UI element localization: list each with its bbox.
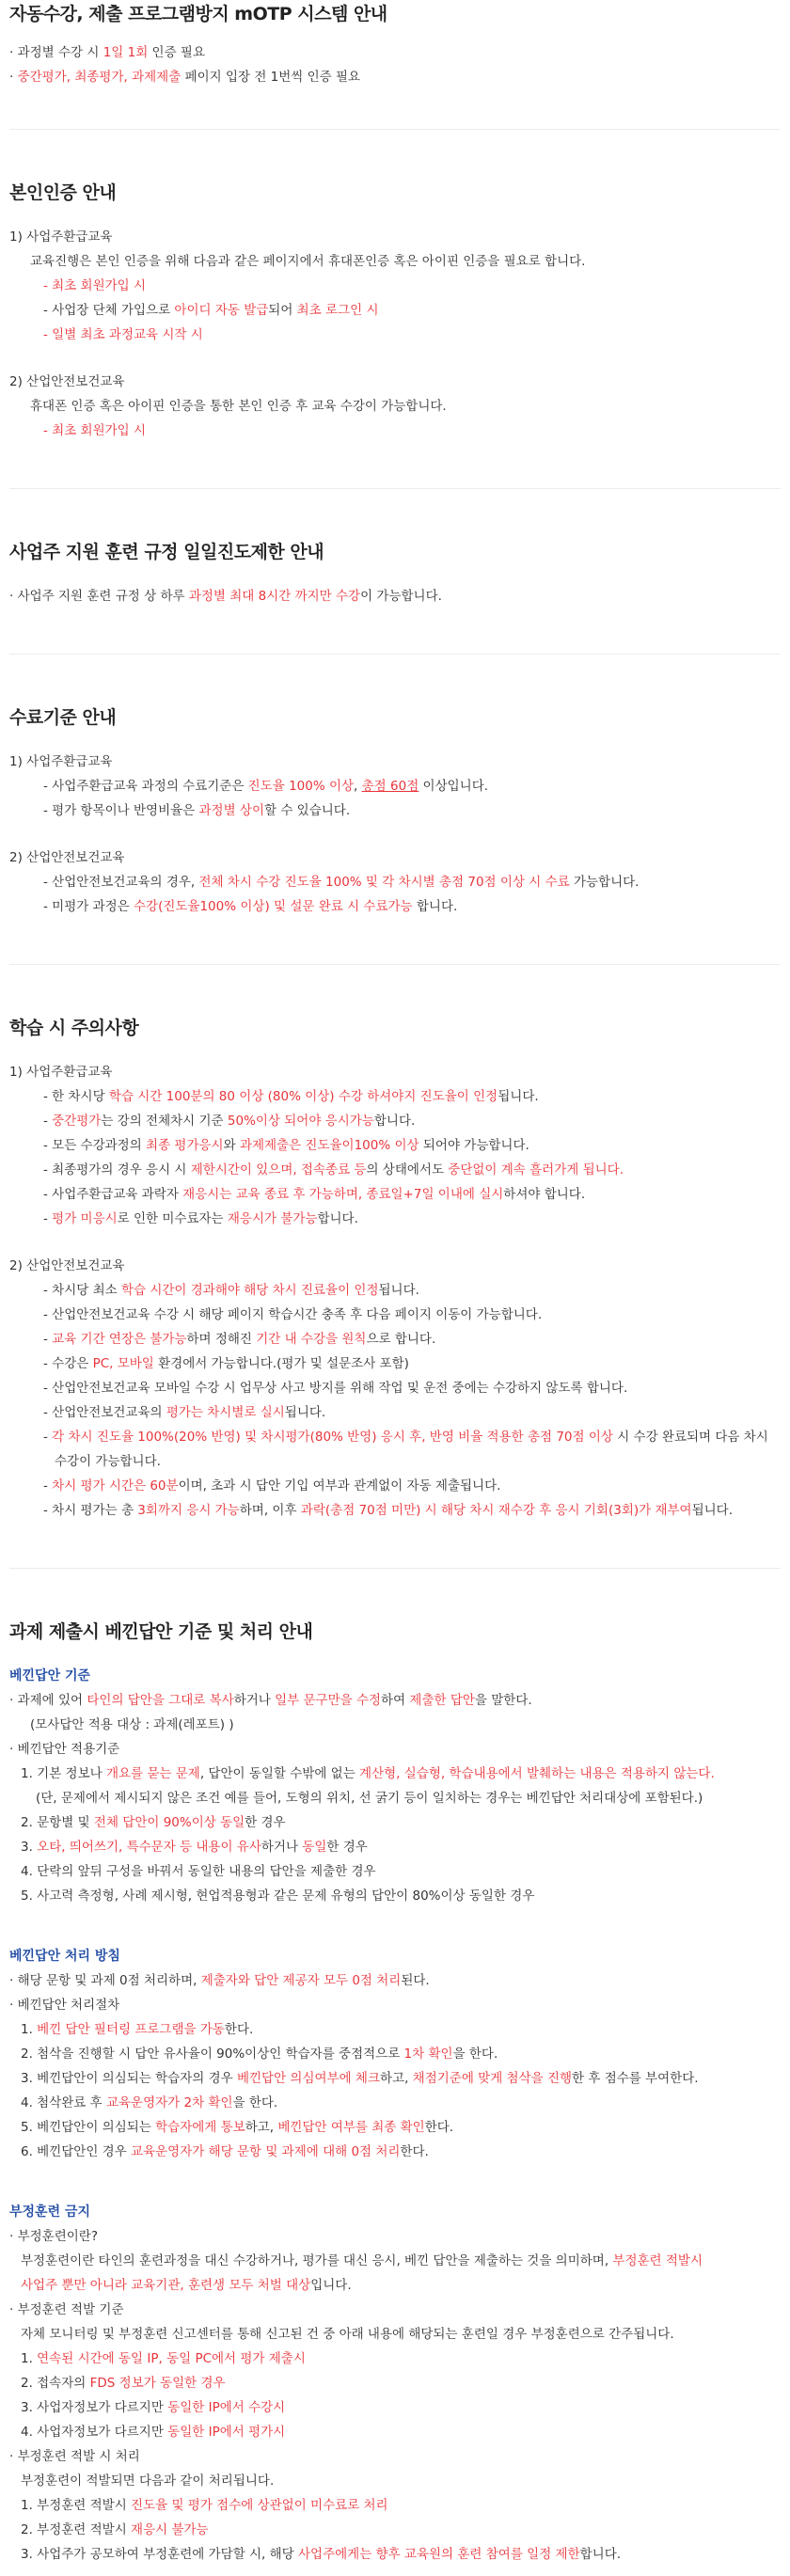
list-item: - 수강은 PC, 모바일 환경에서 가능합니다.(평가 및 설문조사 포함) bbox=[43, 1356, 409, 1371]
list-item: 1. 기본 정보나 개요를 묻는 문제, 답안이 동일할 수밖에 없는 계산형, 실습형, 학습내용에서 발췌하는 내용은 적용하지 않는다. bbox=[21, 1766, 715, 1781]
list-item: 6. 베낀답안인 경우 교육운영자가 해당 문항 및 과제에 대해 0점 처리한다. bbox=[21, 2144, 429, 2159]
list-item: 5. 사고력 측정형, 사례 제시형, 현업적용형과 같은 문제 유형의 답안이 80%이상 동일한 경우 bbox=[21, 1889, 535, 1904]
paragraph: (모사답안 적용 대상 : 과제(레포트) ) bbox=[30, 1717, 234, 1732]
list-item: - 각 차시 진도율 100%(20% 반영) 및 차시평가(80% 반영) 응시 후, 반영 비율 적용한 총점 70점 이상 시 수강 완료되며 다음 차시 bbox=[43, 1430, 768, 1445]
motp-line-2: · 중간평가, 최종평가, 과제제출 페이지 입장 전 1번씩 인증 필요 bbox=[9, 70, 361, 85]
list-item: - 일별 최초 과정교육 시작 시 bbox=[43, 327, 203, 342]
paragraph: · 베낀답안 적용기준 bbox=[9, 1742, 120, 1757]
paragraph: · 사업주 지원 훈련 규정 상 하루 과정별 최대 8시간 까지만 수강이 가능합니다. bbox=[9, 589, 442, 604]
subsection-heading: 1) 사업주환급교육 bbox=[9, 1065, 113, 1080]
list-item: - 평가 미응시로 인한 미수료자는 재응시가 불가능합니다. bbox=[43, 1211, 358, 1226]
section-title: 과제 제출시 베낀답안 기준 및 처리 안내 bbox=[9, 1621, 313, 1642]
subsection-heading: 1) 사업주환급교육 bbox=[9, 229, 113, 245]
section-title: 수료기준 안내 bbox=[9, 707, 117, 728]
list-item: - 최초 회원가입 시 bbox=[43, 423, 147, 438]
subsection-heading: 베낀답안 처리 방침 bbox=[9, 1949, 120, 1964]
paragraph: · 해당 문항 및 과제 0점 처리하며, 제출자와 답안 제공자 모두 0점 처리된다. bbox=[9, 1973, 430, 1988]
section-title: 사업주 지원 훈련 규정 일일진도제한 안내 bbox=[9, 542, 324, 562]
section-learning-precautions bbox=[9, 965, 781, 1569]
list-item: - 산업안전보건교육 모바일 수강 시 업무상 사고 방지를 위해 작업 및 운전 중에는 수강하지 않도록 합니다. bbox=[43, 1381, 628, 1396]
subsection-heading: 2) 산업안전보건교육 bbox=[9, 1258, 125, 1273]
section-motp bbox=[9, 0, 781, 130]
list-item: - 산업안전보건교육의 경우, 전체 차시 수강 진도율 100% 및 각 차시별 총점 70점 이상 시 수료 가능합니다. bbox=[43, 875, 640, 890]
list-item: - 산업안전보건교육 수강 시 해당 페이지 학습시간 충족 후 다음 페이지 이동이 가능합니다. bbox=[43, 1307, 543, 1322]
paragraph: · 부정훈련이란? bbox=[9, 2229, 98, 2244]
list-item: 4. 사업자정보가 다르지만 동일한 IP에서 평가시 bbox=[21, 2425, 286, 2440]
paragraph: · 과제에 있어 타인의 답안을 그대로 복사하거나 일부 문구만을 수정하여 제출한 답안을 말한다. bbox=[9, 1693, 532, 1708]
subsection-heading: 2) 산업안전보건교육 bbox=[9, 374, 125, 389]
list-item: 1. 부정훈련 적발시 진도율 및 평가 점수에 상관없이 미수료로 처리 bbox=[21, 2498, 388, 2513]
section-completion-criteria bbox=[9, 655, 781, 965]
list-item: - 사업주환급교육 과정의 수료기준은 진도율 100% 이상, 총점 60점 이상입니다. bbox=[43, 779, 489, 794]
list-item: - 한 차시당 학습 시간 100분의 80 이상 (80% 이상) 수강 하셔야지 진도율이 인정됩니다. bbox=[43, 1089, 539, 1104]
list-item: - 사업장 단체 가입으로 아이디 자동 발급되어 최초 로그인 시 bbox=[43, 303, 379, 318]
paragraph: 자체 모니터링 및 부정훈련 신고센터를 통해 신고된 건 중 아래 내용에 해당되는 훈련일 경우 부정훈련으로 간주됩니다. bbox=[21, 2327, 674, 2342]
list-item: - 사업주환급교육 과락자 재응시는 교육 종료 후 가능하며, 종료일+7일 이내에 실시하셔야 합니다. bbox=[43, 1187, 586, 1202]
list-item: 4. 단락의 앞뒤 구성을 바꿔서 동일한 내용의 답안을 제출한 경우 bbox=[21, 1864, 376, 1879]
list-item: 1. 베낀 답안 필터링 프로그램을 가동한다. bbox=[21, 2022, 254, 2037]
list-item: 2. 부정훈련 적발시 재응시 불가능 bbox=[21, 2522, 209, 2537]
subsection-heading: 부정훈련 금지 bbox=[9, 2205, 91, 2220]
list-item: - 교육 기간 연장은 불가능하며 정해진 기간 내 수강을 원칙으로 합니다. bbox=[43, 1332, 436, 1347]
list-item: - 차시 평가 시간은 60분이며, 초과 시 답안 기입 여부과 관계없이 자동 제출됩니다. bbox=[43, 1478, 501, 1493]
list-item: 3. 사업주가 공모하여 부정훈련에 가담할 시, 해당 사업주에게는 향후 교육원의 훈련 참여를 일정 제한합니다. bbox=[21, 2547, 622, 2562]
section-title: 본인인증 안내 bbox=[9, 182, 117, 203]
paragraph: 부정훈련이란 타인의 훈련과정을 대신 수강하거나, 평가를 대신 응시, 베낀 답안을 제출하는 것을 의미하며, 부정훈련 적발시 bbox=[21, 2253, 703, 2268]
paragraph: · 부정훈련 적발 기준 bbox=[9, 2302, 124, 2317]
list-item: 2. 접속자의 FDS 정보가 동일한 경우 bbox=[21, 2376, 226, 2391]
list-item: 2. 첨삭을 진행할 시 답안 유사율이 90%이상인 학습자를 중점적으로 1차 확인을 한다. bbox=[21, 2047, 498, 2062]
paragraph: · 부정훈련 적발 시 처리 bbox=[9, 2449, 140, 2464]
list-item: - 산업안전보건교육의 평가는 차시별로 실시됩니다. bbox=[43, 1405, 326, 1420]
list-item: 3. 오타, 띄어쓰기, 특수문자 등 내용이 유사하거나 동일한 경우 bbox=[21, 1840, 368, 1855]
list-item: - 최종평가의 경우 응시 시 제한시간이 있으며, 접속종료 등의 상태에서도 중단없이 계속 흘러가게 됩니다. bbox=[43, 1162, 624, 1177]
section-title: 학습 시 주의사항 bbox=[9, 1018, 139, 1038]
section-daily-progress-limit bbox=[9, 489, 781, 655]
section-identity-verification bbox=[9, 130, 781, 489]
list-item: - 중간평가는 강의 전체차시 기준 50%이상 되어야 응시가능합니다. bbox=[43, 1114, 416, 1129]
paragraph: · 베낀답안 처리절차 bbox=[9, 1998, 120, 2013]
list-item: 4. 첨삭완료 후 교육운영자가 2차 확인을 한다. bbox=[21, 2095, 278, 2110]
list-item: 3. 사업자정보가 다르지만 동일한 IP에서 수강시 bbox=[21, 2400, 286, 2415]
list-item: - 평가 항목이나 반영비율은 과정별 상이할 수 있습니다. bbox=[43, 803, 351, 818]
list-item: 5. 베낀답안이 의심되는 학습자에게 통보하고, 베낀답안 여부를 최종 확인한다. bbox=[21, 2120, 454, 2135]
paragraph: 휴대폰 인증 혹은 아이핀 인증을 통한 본인 인증 후 교육 수강이 가능합니다. bbox=[30, 399, 447, 414]
subsection-heading: 1) 사업주환급교육 bbox=[9, 754, 113, 769]
subsection-heading: 2) 산업안전보건교육 bbox=[9, 850, 125, 865]
list-item: 2. 문항별 및 전체 답안이 90%이상 동일한 경우 bbox=[21, 1815, 286, 1830]
motp-line-1: · 과정별 수강 시 1일 1회 인증 필요 bbox=[9, 45, 206, 60]
list-item-continued: 수강이 가능합니다. bbox=[55, 1454, 161, 1469]
paragraph: 교육진행은 본인 인증을 위해 다음과 같은 페이지에서 휴대폰인증 혹은 아이핀 인증을 필요로 합니다. bbox=[30, 254, 586, 269]
list-item: - 미평가 과정은 수강(진도율100% 이상) 및 설문 완료 시 수료가능 합니다. bbox=[43, 899, 458, 914]
list-item: - 모든 수강과정의 최종 평가응시와 과제제출은 진도율이100% 이상 되어야 가능합니다. bbox=[43, 1138, 529, 1153]
list-item: - 차시 평가는 총 3회까지 응시 가능하며, 이후 과락(총점 70점 미만) 시 해당 차시 재수강 후 응시 기회(3회)가 재부여됩니다. bbox=[43, 1503, 734, 1518]
list-item-note: (단, 문제에서 제시되지 않은 조건 예를 들어, 도형의 위치, 선 굵기 등이 일치하는 경우는 베낀답안 처리대상에 포함된다.) bbox=[36, 1791, 703, 1806]
paragraph: 사업주 뿐만 아니라 교육기관, 훈련생 모두 처벌 대상입니다. bbox=[21, 2278, 352, 2293]
list-item: - 차시당 최소 학습 시간이 경과해야 해당 차시 진료율이 인정됩니다. bbox=[43, 1283, 419, 1298]
paragraph: 부정훈련이 적발되면 다음과 같이 처리됩니다. bbox=[21, 2473, 275, 2489]
section-title: 자동수강, 제출 프로그램방지 mOTP 시스템 안내 bbox=[9, 4, 387, 24]
section-copied-answers bbox=[9, 1569, 781, 2576]
list-item: - 최초 회원가입 시 bbox=[43, 278, 147, 293]
list-item: 3. 베낀답안이 의심되는 학습자의 경우 베낀답안 의심여부에 체크하고, 채점기준에 맞게 첨삭을 진행한 후 점수를 부여한다. bbox=[21, 2071, 699, 2086]
subsection-heading: 베낀답안 기준 bbox=[9, 1668, 91, 1683]
list-item: 1. 연속된 시간에 동일 IP, 동일 PC에서 평가 제출시 bbox=[21, 2351, 306, 2366]
